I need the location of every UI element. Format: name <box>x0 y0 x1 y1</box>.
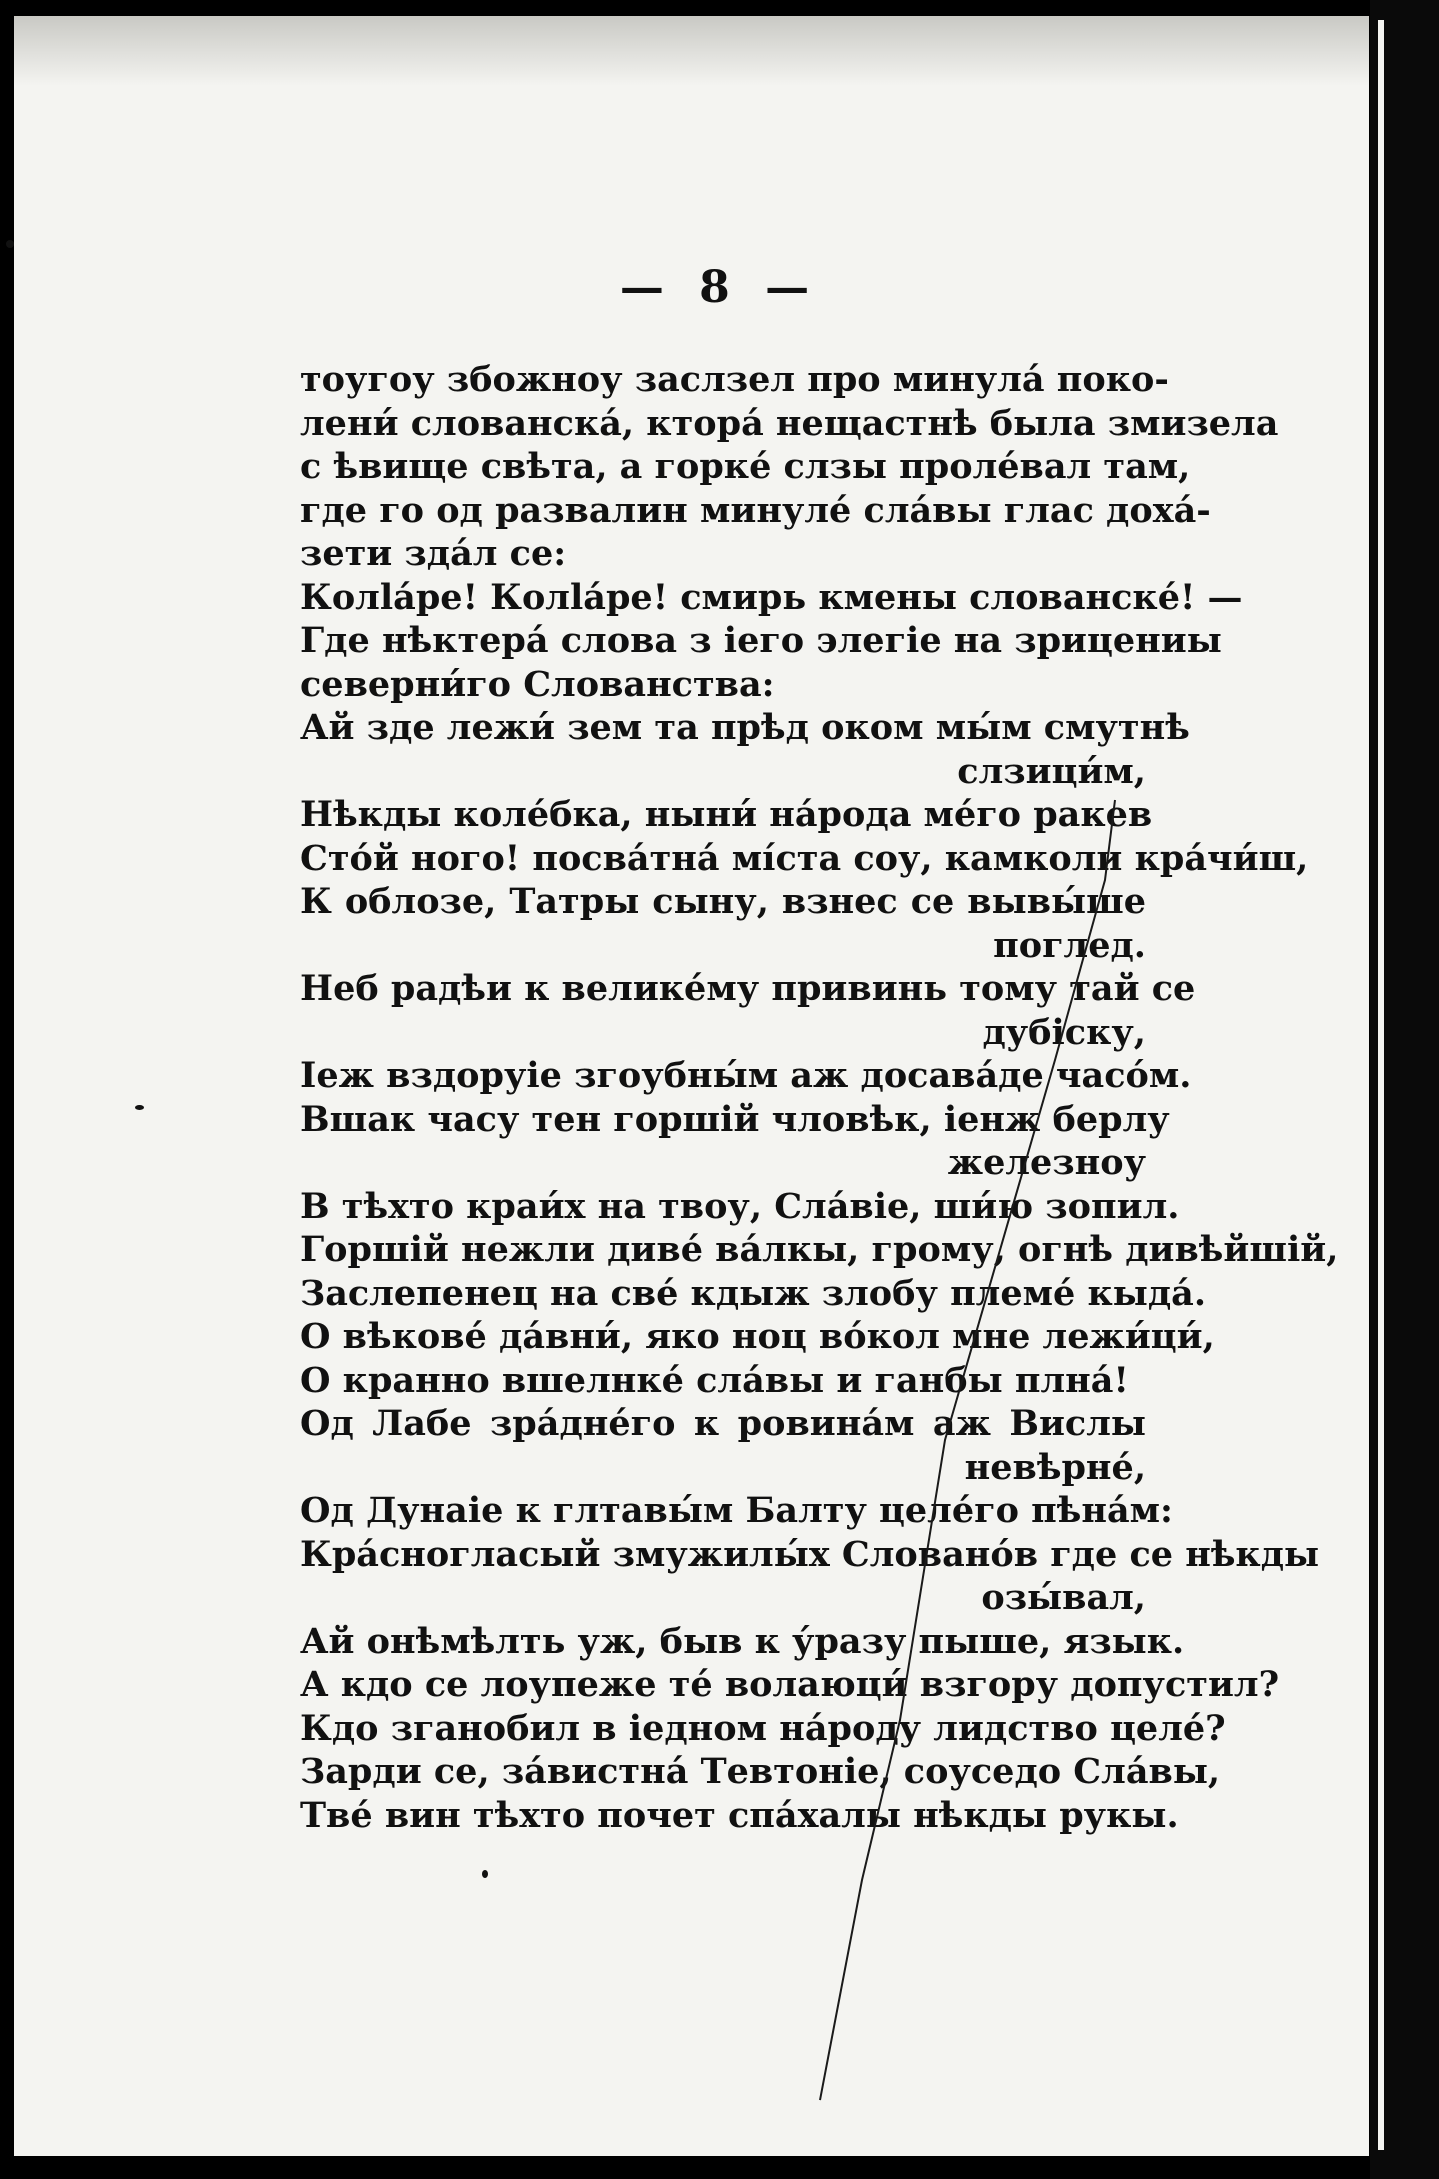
text-line: О вѣковé дáвни́, яко ноц вóкол мне лежи́ци́, <box>300 1316 1215 1357</box>
text-line: слзици́м, <box>957 750 1146 792</box>
text-line: Крáсногласый змужилы́х Словано́в где се нѣкды <box>300 1533 1320 1575</box>
text-line: Зарди се, зáвистнá Тевтонiе, соуседо Слáвы, <box>300 1751 1221 1792</box>
text-line: Твé вин тѣхто почет спáхалы нѣкды рукы. <box>300 1794 1179 1836</box>
text-line: Заслепенец на свé кдыж злобу племé кыдá. <box>300 1272 1207 1314</box>
ink-speck <box>482 1870 488 1878</box>
ink-speck <box>135 1105 144 1110</box>
text-line: лени́ слованскá, кторá нещастнѣ была змизела <box>300 402 1279 444</box>
text-line: О кранно вшелнкé слáвы и ганбы плнá! <box>300 1359 1129 1401</box>
text-line: северни́го Слованства: <box>300 663 775 705</box>
text-line: зети здáл се: <box>300 533 567 574</box>
text-line: невѣрнé, <box>964 1446 1146 1488</box>
text-line: Ай зде лежи́ зем та прѣд оком мы́м смутнѣ <box>300 707 1190 748</box>
text-line: Где нѣктерá слова з iего элегiе на зрицениы <box>300 620 1222 661</box>
text-line: Горшiй нежли дивé вáлкы, грому, огнѣ дивѣйшiй, <box>300 1229 1339 1270</box>
text-line: Ай онѣмѣлть уж, быв к у́разу пыше, язык. <box>300 1620 1185 1662</box>
ink-speck <box>6 240 14 248</box>
text-line: В тѣхто краи́х на твоу, Слáвiе, ши́ю зопил. <box>300 1185 1180 1227</box>
text-line: К облозе, Татры сыну, взнес се вывы́ше <box>300 881 1146 922</box>
text-line: поглед. <box>993 924 1146 966</box>
text-line: с ѣвище свѣта, а горкé слзы пролéвал там, <box>300 446 1191 487</box>
text-line: дубiску, <box>982 1011 1146 1053</box>
page-edge-line <box>1378 20 1384 2150</box>
text-line: Нѣкды колéбка, ныни́ нáрода мéго ракев <box>300 794 1153 835</box>
page-number: — 8 — <box>619 262 820 313</box>
poem-text-block <box>300 358 1339 1837</box>
top-shadow <box>14 16 1369 86</box>
text-line: озы́вал, <box>981 1577 1146 1618</box>
text-line: Стóй ного! посвáтнá мíста соу, камколи крáчи́ш, <box>300 837 1309 879</box>
text-line: Од Дунаiе к глтавы́м Балту целéго пѣнáм: <box>300 1490 1173 1531</box>
text-line: железноу <box>947 1142 1146 1183</box>
text-line: тоугоу збожноу заслзел про минулá поко- <box>300 359 1169 400</box>
text-line: Неб радѣи к великéму привинь тому тай се <box>300 968 1196 1009</box>
text-line: Кдо зганобил в iедном нáроду лидство целé? <box>300 1707 1226 1749</box>
text-line: А кдо се лоупеже тé волаюци́ взгору допустил? <box>300 1664 1280 1705</box>
text-line: Од Лабе зрáднéго к ровинáм аж Вислы <box>300 1403 1146 1444</box>
text-line: Iеж вздоруiе згоубны́м аж досавáде часо́м. <box>300 1055 1192 1096</box>
text-line: Колláре! Колláре! смирь кмены слованскé! — <box>300 576 1243 618</box>
text-line: где го од развалин минулé слáвы глас дохá- <box>300 489 1211 531</box>
text-line: Вшак часу тен горшiй чловѣк, iенж берлу <box>300 1098 1170 1140</box>
